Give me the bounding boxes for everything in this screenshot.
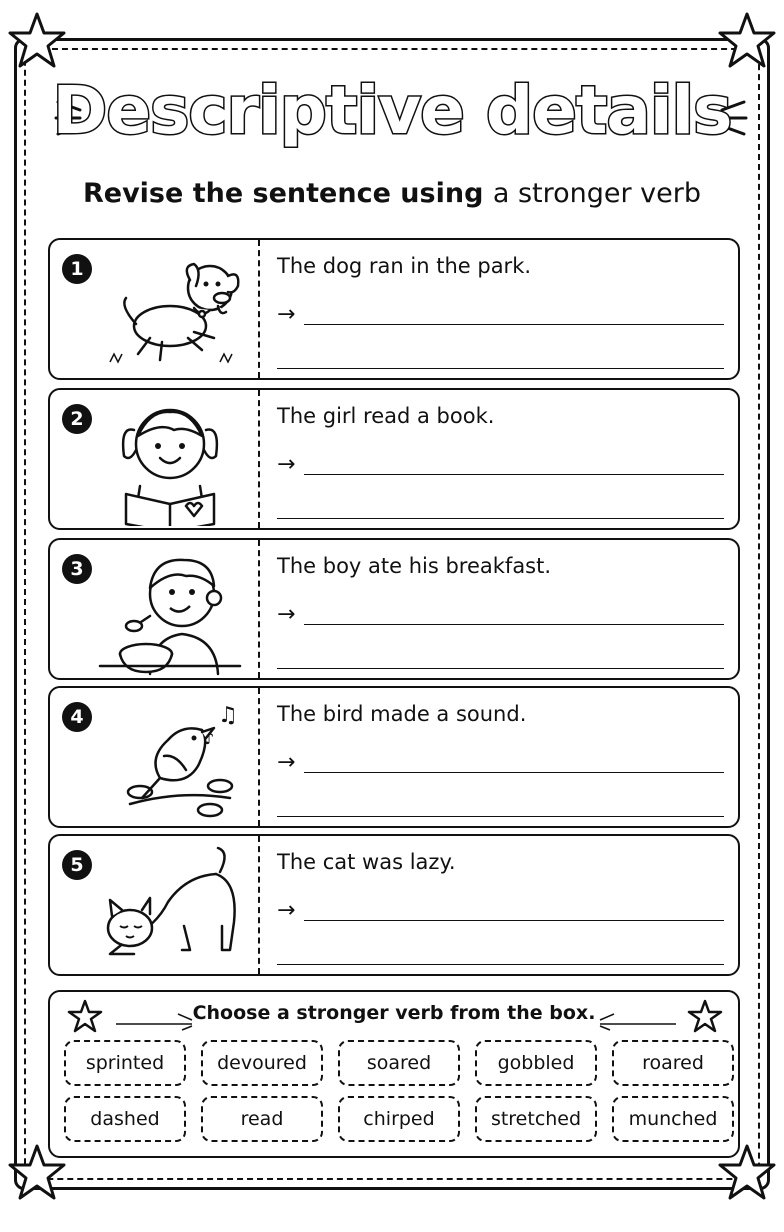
answer-line[interactable] — [304, 624, 724, 625]
page-subtitle — [0, 178, 784, 209]
star-icon — [716, 10, 778, 72]
word-chip[interactable]: dashed — [64, 1096, 186, 1142]
item-number: 2 — [62, 404, 92, 434]
word-chip[interactable]: gobbled — [475, 1040, 597, 1086]
stretching-cat-icon — [90, 842, 250, 972]
exercise-row-2 — [48, 388, 740, 530]
answer-line[interactable] — [277, 964, 724, 965]
word-chip[interactable]: roared — [612, 1040, 734, 1086]
arrow-right-icon: → — [277, 750, 296, 775]
exercise-row-1 — [48, 238, 740, 380]
word-chip[interactable]: devoured — [201, 1040, 323, 1086]
title-wrap — [0, 72, 784, 149]
exercise-row-4 — [48, 686, 740, 828]
answer-line[interactable] — [304, 772, 724, 773]
singing-bird-icon — [90, 694, 250, 824]
row-divider — [258, 540, 260, 678]
deco-lines-icon — [590, 1004, 680, 1034]
page-title: Descriptive details — [52, 72, 732, 149]
arrow-right-icon: → — [277, 602, 296, 627]
answer-line[interactable] — [277, 668, 724, 669]
sentence-text: The girl read a book. — [277, 404, 495, 428]
answer-line[interactable] — [277, 368, 724, 369]
word-chip[interactable]: chirped — [338, 1096, 460, 1142]
answer-line[interactable] — [277, 816, 724, 817]
svg-text:♪: ♪ — [204, 729, 215, 748]
sentence-text: The bird made a sound. — [277, 702, 527, 726]
word-bank-prompt: Choose a stronger verb from the box. — [192, 1002, 596, 1024]
subtitle-bold: Revise the sentence using — [82, 178, 484, 209]
arrow-right-icon: → — [277, 898, 296, 923]
arrow-right-icon: → — [277, 302, 296, 327]
exercise-row-3 — [48, 538, 740, 680]
word-chip[interactable]: stretched — [475, 1096, 597, 1142]
answer-line[interactable] — [304, 920, 724, 921]
row-divider — [258, 836, 260, 974]
word-chip[interactable]: sprinted — [64, 1040, 186, 1086]
item-number: 4 — [62, 702, 92, 732]
word-bank — [48, 990, 740, 1158]
row-divider — [258, 240, 260, 378]
exercise-row-5 — [48, 834, 740, 976]
arrow-right-icon: → — [277, 452, 296, 477]
item-number: 5 — [62, 850, 92, 880]
running-dog-icon — [90, 246, 250, 376]
answer-line[interactable] — [304, 474, 724, 475]
svg-text:♫: ♫ — [218, 703, 238, 728]
boy-eating-icon — [90, 546, 250, 676]
star-icon — [686, 998, 724, 1036]
item-number: 3 — [62, 554, 92, 584]
word-chip[interactable]: munched — [612, 1096, 734, 1142]
sentence-text: The cat was lazy. — [277, 850, 456, 874]
row-divider — [258, 390, 260, 528]
girl-reading-icon — [90, 396, 250, 526]
sentence-text: The dog ran in the park. — [277, 254, 532, 278]
answer-line[interactable] — [304, 324, 724, 325]
subtitle-light: a stronger verb — [492, 178, 702, 209]
answer-line[interactable] — [277, 518, 724, 519]
row-divider — [258, 688, 260, 826]
item-number: 1 — [62, 254, 92, 284]
sentence-text: The boy ate his breakfast. — [277, 554, 552, 578]
star-icon — [6, 10, 68, 72]
word-chip[interactable]: read — [201, 1096, 323, 1142]
word-chip[interactable]: soared — [338, 1040, 460, 1086]
